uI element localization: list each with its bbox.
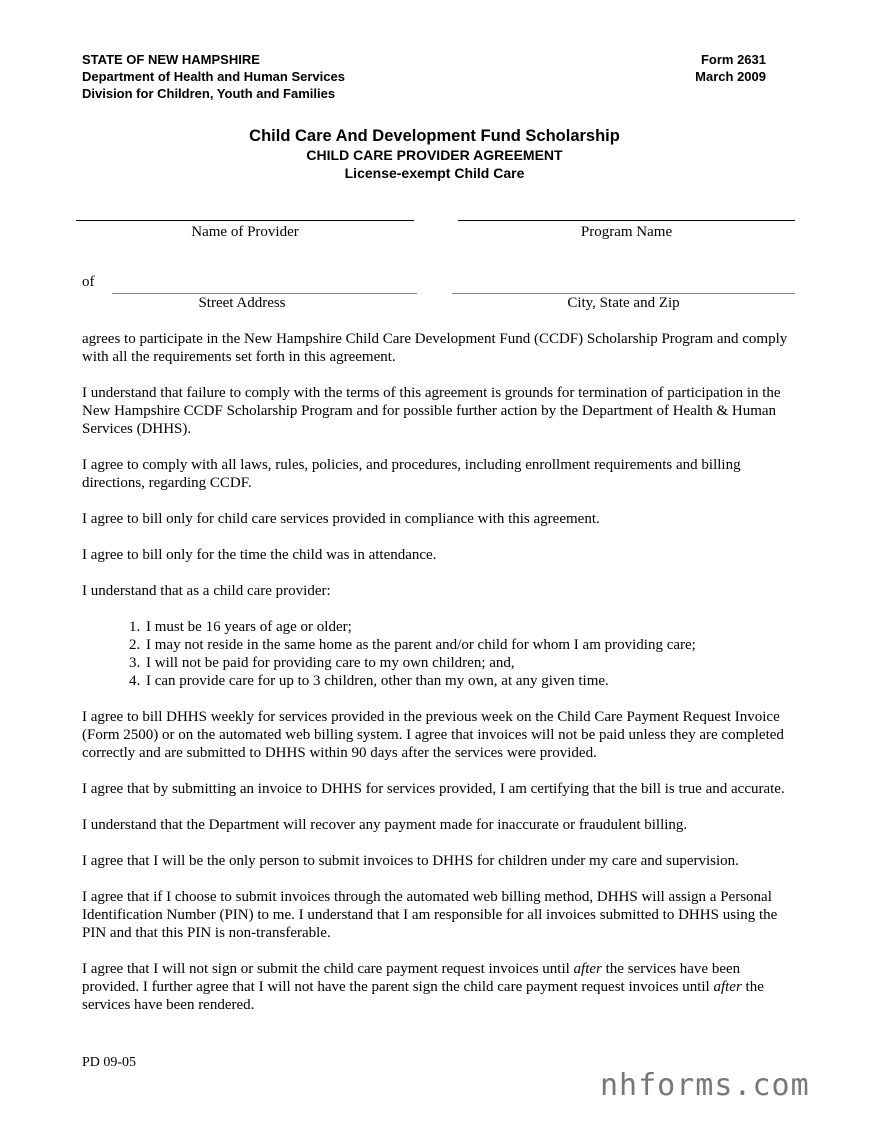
agreement-paragraph bbox=[82, 960, 794, 1014]
agreement-paragraph: I agree to bill DHHS weekly for services provided in the previous week on the Child Care Payment Request Invoice (Form 2500) or on the automated web billing system. I agree that invoices will not be paid unless they are completed correctly and are submitted to DHHS within 90 days after the services were provided. bbox=[82, 709, 784, 761]
provider-name-label: Name of Provider bbox=[191, 224, 299, 240]
emphasis-after: after bbox=[713, 979, 742, 995]
agreement-paragraph: I agree to bill only for child care services provided in compliance with this agreement. bbox=[82, 511, 600, 527]
state-name: STATE OF NEW HAMPSHIRE bbox=[82, 52, 260, 67]
list-item: 4. I can provide care for up to 3 children, other than my own, at any given time. bbox=[144, 672, 794, 690]
form-number: Form 2631 bbox=[700, 52, 766, 67]
text-run: the services have been rendered. bbox=[82, 979, 764, 1013]
agreement-paragraph: I agree that I will be the only person to submit invoices to DHHS for children under my care and supervision. bbox=[82, 853, 739, 869]
program-name-label: Program Name bbox=[580, 224, 673, 240]
agreement-body bbox=[82, 330, 794, 1032]
form-title: Child Care And Development Fund Scholarship bbox=[249, 127, 620, 145]
agreement-paragraph: I understand that as a child care provider: bbox=[82, 583, 331, 599]
street-address-label: Street Address bbox=[198, 295, 286, 311]
of-label: of bbox=[82, 274, 95, 290]
provider-name-field[interactable] bbox=[76, 220, 414, 221]
text-run: the services have been provided. I further agree that I will not have the parent sign the child care payment request invoices until bbox=[82, 961, 741, 995]
agreement-paragraph: I understand that failure to comply with the terms of this agreement is grounds for termination of participation in the New Hampshire CCDF Scholarship Program and for possible further action by the Department of Health & Human Services (DHHS). bbox=[82, 385, 781, 437]
program-name-field[interactable] bbox=[458, 220, 795, 221]
agreement-paragraph: I agree that if I choose to submit invoices through the automated web billing method, DHHS will assign a Personal Identification Number (PIN) to me. I understand that I am responsible for all invoices submitted to DHHS using the PIN and that this PIN is non-transferable. bbox=[82, 889, 778, 941]
form-code: PD 09-05 bbox=[82, 1055, 137, 1070]
agreement-paragraph: I agree that by submitting an invoice to DHHS for services provided, I am certifying that the bill is true and accurate. bbox=[82, 781, 785, 797]
department-name: Department of Health and Human Services bbox=[82, 69, 345, 84]
division-name: Division for Children, Youth and Families bbox=[82, 86, 336, 101]
form-subtitle: CHILD CARE PROVIDER AGREEMENT bbox=[306, 147, 563, 163]
city-state-zip-label: City, State and Zip bbox=[567, 295, 680, 311]
agreement-paragraph: agrees to participate in the New Hampshire Child Care Development Fund (CCDF) Scholarship Program and comply with all the requirements set forth in this agreement. bbox=[82, 331, 788, 365]
provider-requirements-list bbox=[82, 618, 794, 690]
agreement-paragraph: I agree to bill only for the time the child was in attendance. bbox=[82, 547, 437, 563]
list-item: 2. I may not reside in the same home as the parent and/or child for whom I am providing care; bbox=[144, 636, 794, 654]
site-watermark: nhforms.com bbox=[600, 1068, 810, 1103]
emphasis-after: after bbox=[573, 961, 602, 977]
text-run: I agree that I will not sign or submit the child care payment request invoices until bbox=[82, 961, 574, 977]
agreement-paragraph: I understand that the Department will recover any payment made for inaccurate or fraudulent billing. bbox=[82, 817, 688, 833]
list-item: 3. I will not be paid for providing care to my own children; and, bbox=[144, 654, 794, 672]
form-titles bbox=[0, 126, 869, 182]
form-date: March 2009 bbox=[695, 69, 766, 84]
list-item: 1. I must be 16 years of age or older; bbox=[144, 618, 794, 636]
form-info bbox=[600, 51, 766, 85]
agency-header bbox=[82, 51, 345, 102]
agreement-paragraph: I agree to comply with all laws, rules, policies, and procedures, including enrollment requirements and billing directions, regarding CCDF. bbox=[82, 457, 741, 491]
form-type: License-exempt Child Care bbox=[344, 165, 525, 181]
